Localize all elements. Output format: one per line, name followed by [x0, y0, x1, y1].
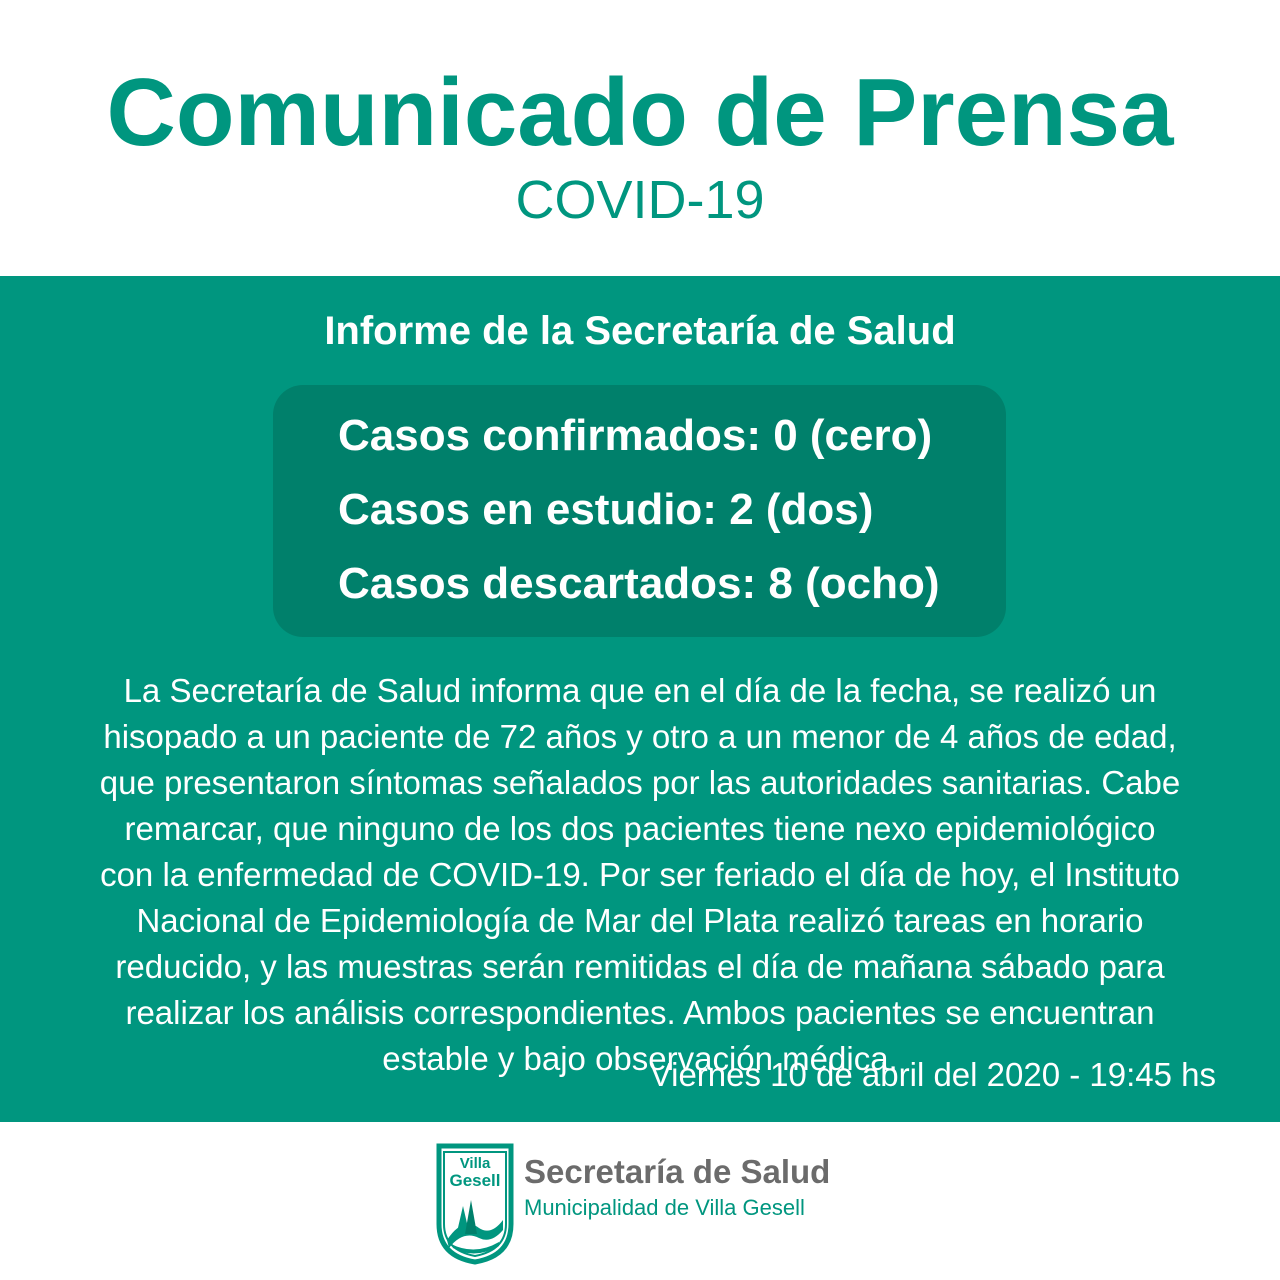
- body-line: La Secretaría de Salud informa que en el día de la fecha, se realizó un: [123, 672, 1157, 709]
- villa-gesell-logo-icon: [433, 1140, 517, 1266]
- body-line: con la enfermedad de COVID-19. Por ser feriado el día de hoy, el Instituto: [100, 856, 1180, 893]
- logo-text-gesell: Gesell: [449, 1171, 501, 1190]
- page-title: Comunicado de Prensa: [106, 59, 1174, 166]
- body-line: reducido, y las muestras serán remitidas el día de mañana sábado para: [115, 948, 1165, 985]
- report-panel: [0, 276, 1280, 1122]
- stats-box: [273, 385, 1006, 637]
- footer-subtitle: Municipalidad de Villa Gesell: [524, 1195, 805, 1220]
- body-line: estable y bajo observación médica.: [382, 1040, 898, 1077]
- stat-discarded: Casos descartados: 8 (ocho): [338, 559, 940, 608]
- page-subtitle: COVID-19: [515, 170, 765, 230]
- report-title: Informe de la Secretaría de Salud: [324, 309, 956, 353]
- logo-text-villa: Villa: [459, 1155, 491, 1172]
- body-line: realizar los análisis correspondientes. Ambos pacientes se encuentran: [125, 994, 1155, 1031]
- report-body: [50, 668, 1230, 1082]
- report-date: Viernes 10 de abril del 2020 - 19:45 hs: [649, 1056, 1216, 1093]
- body-line: Nacional de Epidemiología de Mar del Plata realizó tareas en horario: [136, 902, 1144, 939]
- stat-confirmed: Casos confirmados: 0 (cero): [338, 411, 933, 460]
- body-line: que presentaron síntomas señalados por las autoridades sanitarias. Cabe: [99, 764, 1181, 801]
- body-line: hisopado a un paciente de 72 años y otro a un menor de 4 años de edad,: [103, 718, 1177, 755]
- footer: [0, 1122, 1280, 1280]
- body-line: remarcar, que ninguno de los dos pacientes tiene nexo epidemiológico: [124, 810, 1156, 847]
- header: [0, 0, 1280, 276]
- stat-under-study: Casos en estudio: 2 (dos): [338, 485, 874, 534]
- footer-title: Secretaría de Salud: [524, 1153, 831, 1190]
